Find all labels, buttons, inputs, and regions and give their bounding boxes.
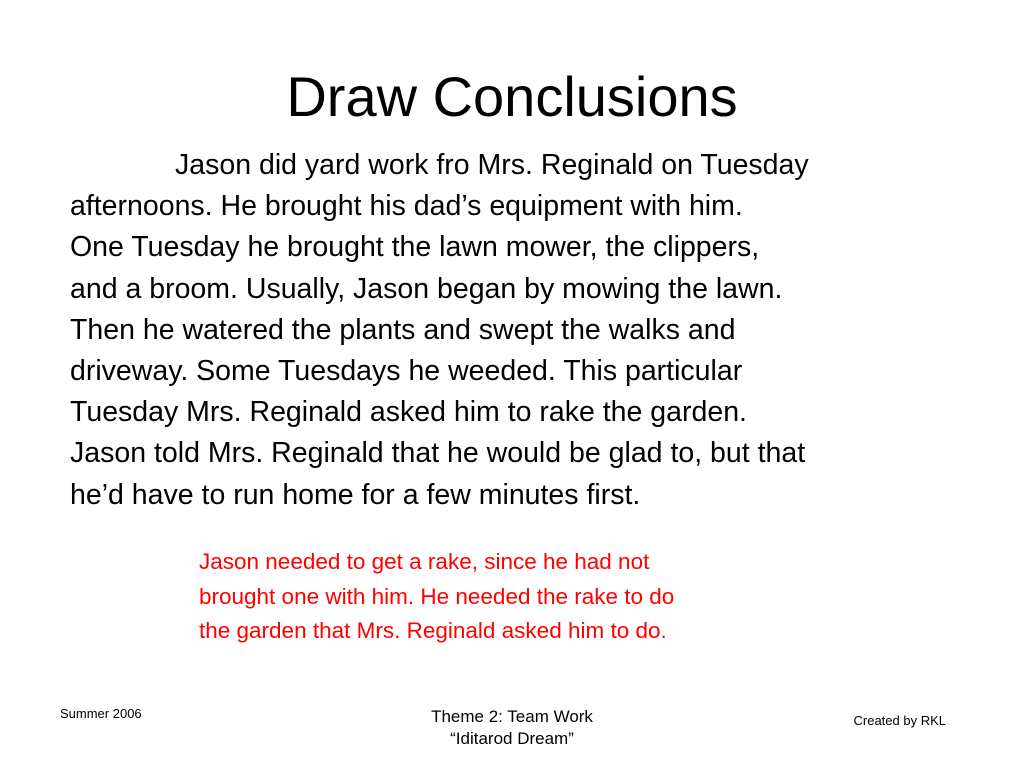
answer-line: Jason needed to get a rake, since he had not <box>199 549 650 574</box>
passage-line: and a broom. Usually, Jason began by mowing the lawn. <box>70 272 783 305</box>
answer-line: the garden that Mrs. Reginald asked him to do. <box>199 618 667 643</box>
footer-author: Created by RKL <box>853 713 946 728</box>
passage-line: driveway. Some Tuesdays he weeded. This particular <box>70 355 743 388</box>
passage-line: One Tuesday he brought the lawn mower, the clippers, <box>70 231 760 264</box>
footer-theme <box>362 706 662 750</box>
footer-story-title: “Iditarod Dream” <box>450 729 574 748</box>
slide-title: Draw Conclusions <box>286 65 738 128</box>
footer-theme-line: Theme 2: Team Work <box>431 707 593 726</box>
passage-line: he’d have to run home for a few minutes first. <box>70 478 641 511</box>
answer-line: brought one with him. He needed the rake to do <box>199 583 675 609</box>
passage-line: Jason did yard work fro Mrs. Reginald on Tuesday <box>175 149 809 181</box>
reading-passage <box>70 145 970 516</box>
passage-line: Then he watered the plants and swept the walks and <box>70 313 736 346</box>
passage-line: Tuesday Mrs. Reginald asked him to rake the garden. <box>70 396 747 429</box>
footer-date: Summer 2006 <box>60 706 142 721</box>
conclusion-answer <box>199 545 839 649</box>
passage-line: Jason told Mrs. Reginald that he would be glad to, but that <box>70 437 806 470</box>
passage-line: afternoons. He brought his dad’s equipment with him. <box>70 190 743 223</box>
